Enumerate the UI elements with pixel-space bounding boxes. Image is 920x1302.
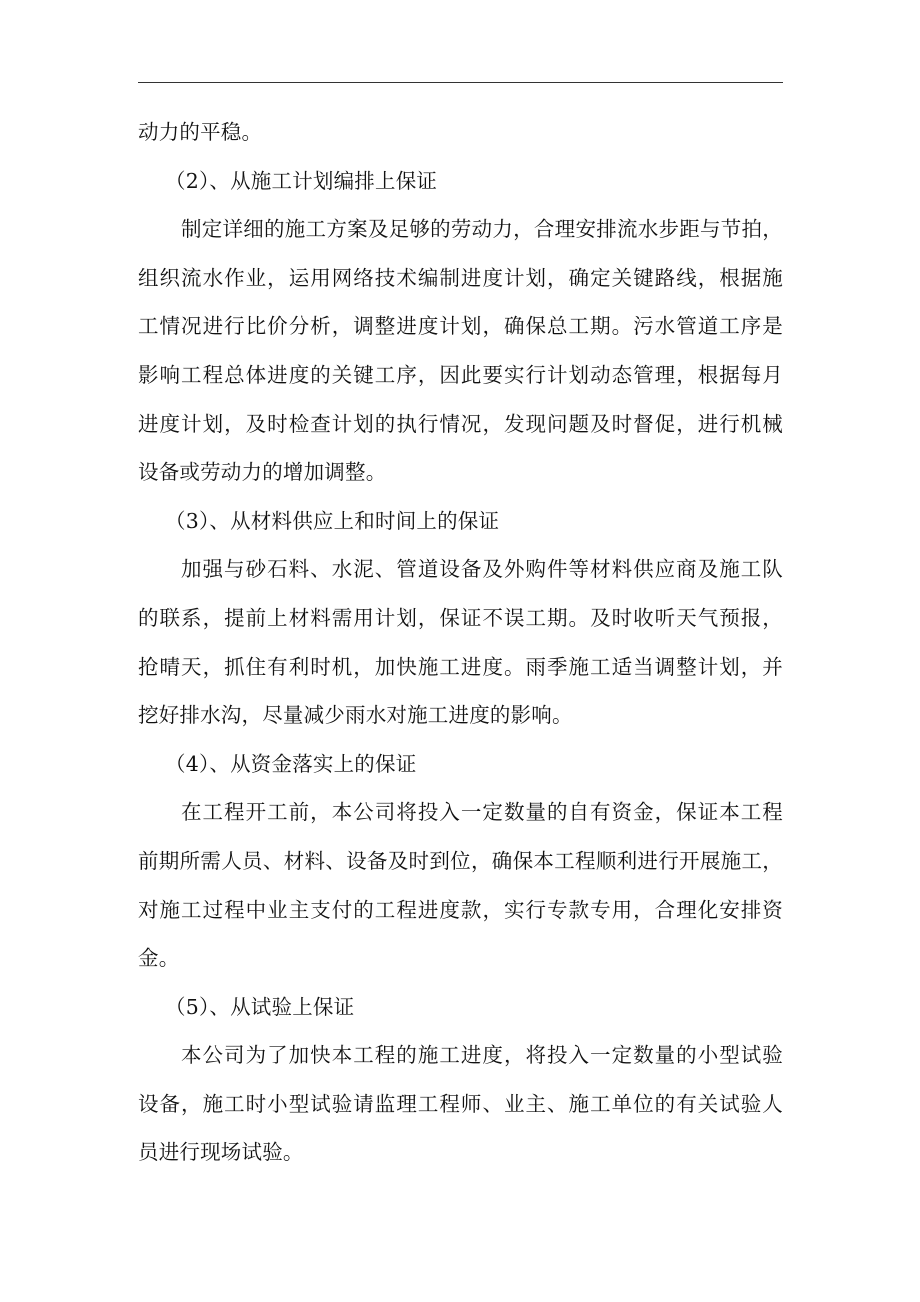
paragraph-line: 设备，施工时小型试验请监理工程师、业主、施工单位的有关试验人 [138, 1091, 783, 1116]
paragraph-line: 在工程开工前，本公司将投入一定数量的自有资金，保证本工程 [181, 800, 783, 825]
paragraph-line: 组织流水作业，运用网络技术编制进度计划，确定关键路线，根据施 [138, 265, 783, 290]
paragraph-line: 本公司为了加快本工程的施工进度，将投入一定数量的小型试验 [181, 1043, 783, 1068]
paragraph-line: 的联系，提前上材料需用计划，保证不误工期。及时收听天气预报， [138, 605, 783, 630]
section-heading: （4）、从资金落实上的保证 [165, 751, 417, 776]
paragraph-line: 前期所需人员、材料、设备及时到位，确保本工程顺利进行开展施工， [138, 848, 783, 873]
paragraph-line: 对施工过程中业主支付的工程进度款，实行专款专用，合理化安排资 [138, 897, 783, 922]
paragraph-line: 进度计划，及时检查计划的执行情况，发现问题及时督促，进行机械 [138, 411, 783, 436]
paragraph-line: 加强与砂石料、水泥、管道设备及外购件等材料供应商及施工队 [181, 557, 783, 582]
paragraph-line: 抢晴天，抓住有利时机，加快施工进度。雨季施工适当调整计划，并 [138, 654, 783, 679]
section-heading: （2）、从施工计划编排上保证 [165, 168, 438, 193]
document-body [138, 108, 783, 1177]
section-heading: （5）、从试验上保证 [165, 994, 355, 1019]
paragraph-line: 制定详细的施工方案及足够的劳动力，合理安排流水步距与节拍， [181, 217, 783, 242]
header-rule [138, 82, 783, 83]
continued-text: 动力的平稳。 [138, 120, 263, 144]
paragraph-line: 设备或劳动力的增加调整。 [138, 460, 387, 485]
paragraph-line: 影响工程总体进度的关键工序，因此要实行计划动态管理，根据每月 [138, 362, 783, 387]
paragraph-line: 员进行现场试验。 [138, 1140, 304, 1165]
paragraph-line: 挖好排水沟，尽量减少雨水对施工进度的影响。 [138, 703, 573, 728]
section-heading: （3）、从材料供应上和时间上的保证 [165, 508, 500, 533]
paragraph-line: 工情况进行比价分析，调整进度计划，确保总工期。污水管道工序是 [138, 314, 783, 339]
paragraph-line: 金。 [138, 946, 180, 971]
